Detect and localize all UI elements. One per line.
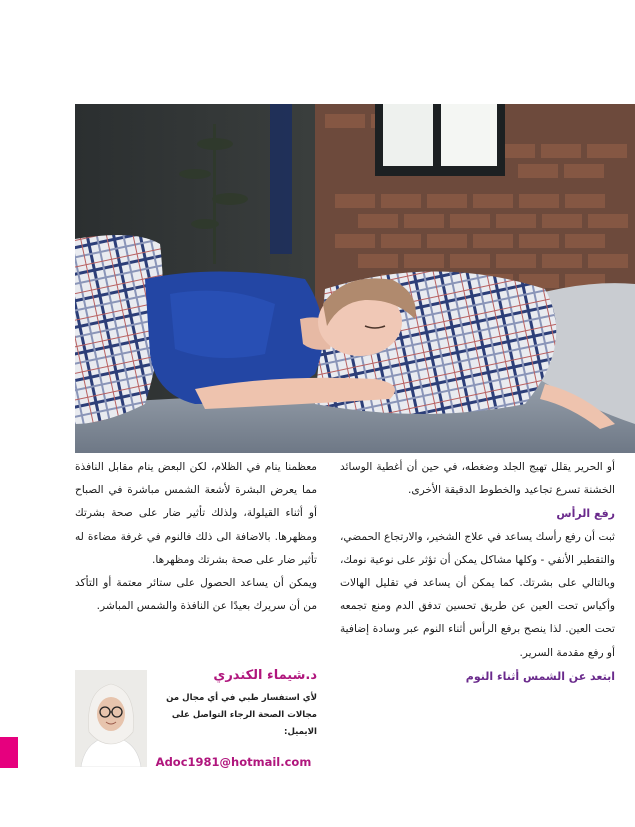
author-name: د.شيماء الكندري xyxy=(213,668,317,683)
article-column-right xyxy=(340,456,615,688)
paragraph-raise-head: ثبت أن رفع رأسك يساعد في علاج الشخير، والارتجاع الحمضي، والتقطير الأنفي - وكلها مشاكل يمكن أن تؤثر على نوعية نومك، وبالتالي على بشرتك. كما يمكن أن يساعد في تقليل الهالات وأكياس تحت العين عن طريق تحسين تدفق الدم ومنع تجمعه تحت العين. لذا ينصح برفع الرأس أثناء النوم عبر وسادة إضافية أو رفع مقدمة السرير. xyxy=(340,530,615,659)
author-contact-note: لأي استفسار طبي في أي مجال من مجالات الصحة الرجاء التواصل على الايميل: xyxy=(166,693,317,737)
page-edge-tab xyxy=(0,737,18,768)
paragraph-sleep-dark: معظمنا ينام في الظلام، لكن البعض ينام مقابل النافذة مما يعرض البشرة لأشعة الشمس مباشرة في الصباح أو أثناء القيلولة، ولذلك تأثير ضار على صحة بشرتك ومظهرها. بالاضافة الى ذلك فالنوم في غرفة مضاءة له تأثير ضار على صحة بشرتك ومظهرها. xyxy=(75,461,317,566)
paragraph-blackout-curtains: ويمكن أن يساعد الحصول على ستائر معتمة أو التأكد من أن سريرك بعيدًا عن النافذة والشمس المباشر. xyxy=(75,577,317,613)
heading-raise-head: رفع الرأس xyxy=(556,507,615,521)
article-column-left xyxy=(75,456,317,618)
hero-photo-sleeping-woman xyxy=(75,104,635,453)
paragraph-silk-pillowcase: أو الحرير يقلل تهيج الجلد وضغطه، في حين أن أغطية الوسائد الخشنة تسرع تجاعيد والخطوط الدقيقة الأخرى. xyxy=(340,461,615,497)
author-portrait xyxy=(75,670,147,767)
author-email-link[interactable]: Adoc1981@hotmail.com xyxy=(155,755,312,769)
heading-avoid-sun: ابتعد عن الشمس أثناء النوم xyxy=(465,669,615,683)
